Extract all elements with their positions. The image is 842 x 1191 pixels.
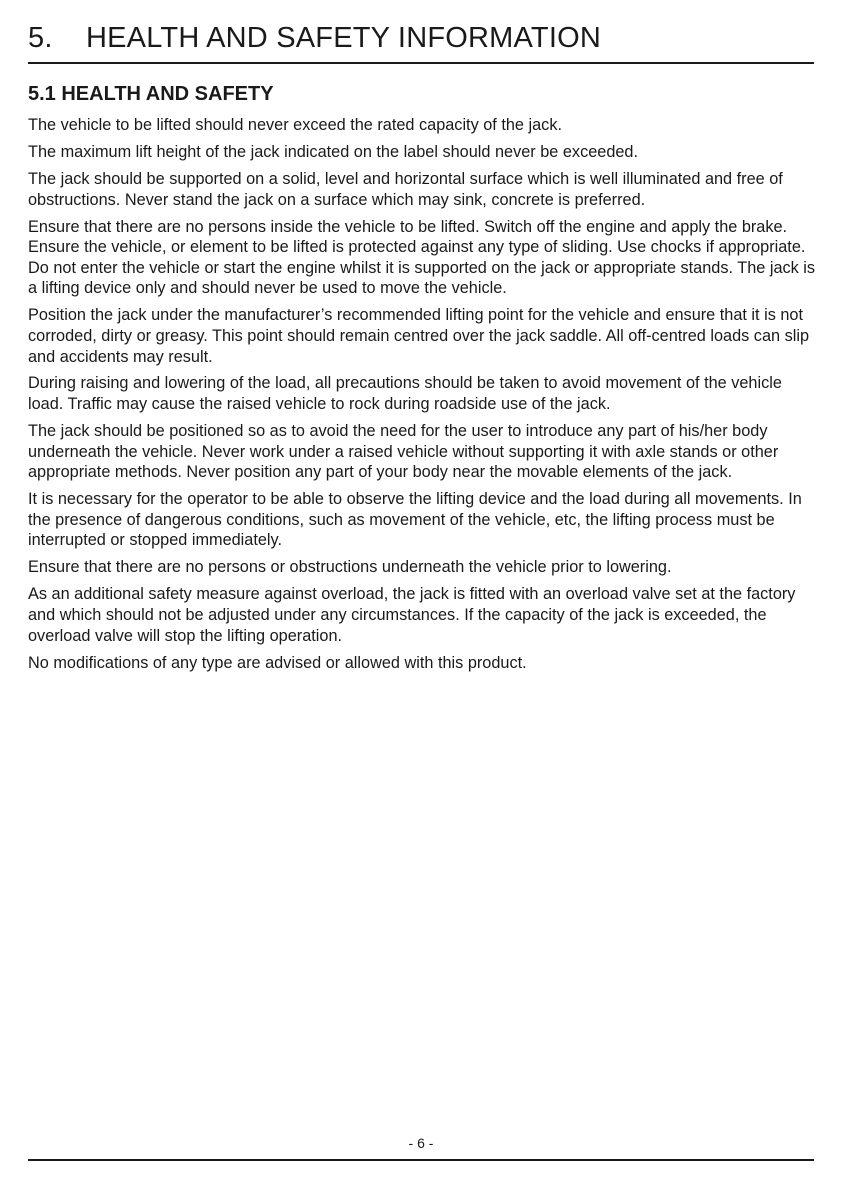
page-number: - 6 - — [408, 1135, 434, 1151]
section-title: HEALTH AND SAFETY INFORMATION — [86, 22, 601, 54]
section-number: 5. — [28, 22, 53, 54]
paragraph-no-persons-inside: Ensure that there are no persons inside the vehicle to be lifted. Switch off the engine and apply the brake. Ensure the vehicle, or element to be lifted is protected against any type of sliding. Use chocks if appropriate. Do not enter the vehicle or start the engine whilst it is supported on the jack or appropriate stands. The jack is a lifting device only and should never be used to move the vehicle. — [28, 217, 816, 298]
paragraph-overload-valve: As an additional safety measure against overload, the jack is fitted with an overload valve set at the factory and which should not be adjusted under any circumstances. If the capacity of the jack is exceeded, the overload valve will stop the lifting operation. — [28, 585, 796, 645]
paragraph-jack-position: The jack should be positioned so as to avoid the need for the user to introduce any part of his/her body underneath the vehicle. Never work under a raised vehicle without supporting it with axle stands or other appropriate methods. Never position any part of your body near the movable elements of the jack. — [28, 422, 779, 482]
body-text — [28, 115, 818, 680]
footer-divider — [28, 1159, 814, 1161]
page-title — [28, 20, 814, 64]
paragraph-no-modifications: No modifications of any type are advised or allowed with this product. — [28, 653, 527, 672]
paragraph-raising-lowering: During raising and lowering of the load, all precautions should be taken to avoid movement of the vehicle load. Traffic may cause the raised vehicle to rock during roadside use of the jack. — [28, 374, 782, 414]
paragraph-lifting-point: Position the jack under the manufacturer’s recommended lifting point for the vehicle and ensure that it is not corroded, dirty or greasy. This point should remain centred over the jack saddle. All off-centred loads can slip and accidents may result. — [28, 306, 810, 366]
paragraph-max-lift-height: The maximum lift height of the jack indicated on the label should never be exceeded. — [28, 142, 639, 161]
paragraph-observe-load: It is necessary for the operator to be able to observe the lifting device and the load during all movements. In the presence of dangerous conditions, such as movement of the vehicle, etc, the lifting process must be interrupted or stopped immediately. — [28, 490, 802, 550]
paragraph-rated-capacity: The vehicle to be lifted should never exceed the rated capacity of the jack. — [28, 116, 562, 134]
paragraph-prior-to-lowering: Ensure that there are no persons or obstructions underneath the vehicle prior to lowering. — [28, 558, 672, 577]
subsection-heading: 5.1 HEALTH AND SAFETY — [28, 83, 274, 105]
paragraph-support-surface: The jack should be supported on a solid, level and horizontal surface which is well illuminated and free of obstructions. Never stand the jack on a surface which may sink, concrete is preferred. — [28, 169, 783, 209]
